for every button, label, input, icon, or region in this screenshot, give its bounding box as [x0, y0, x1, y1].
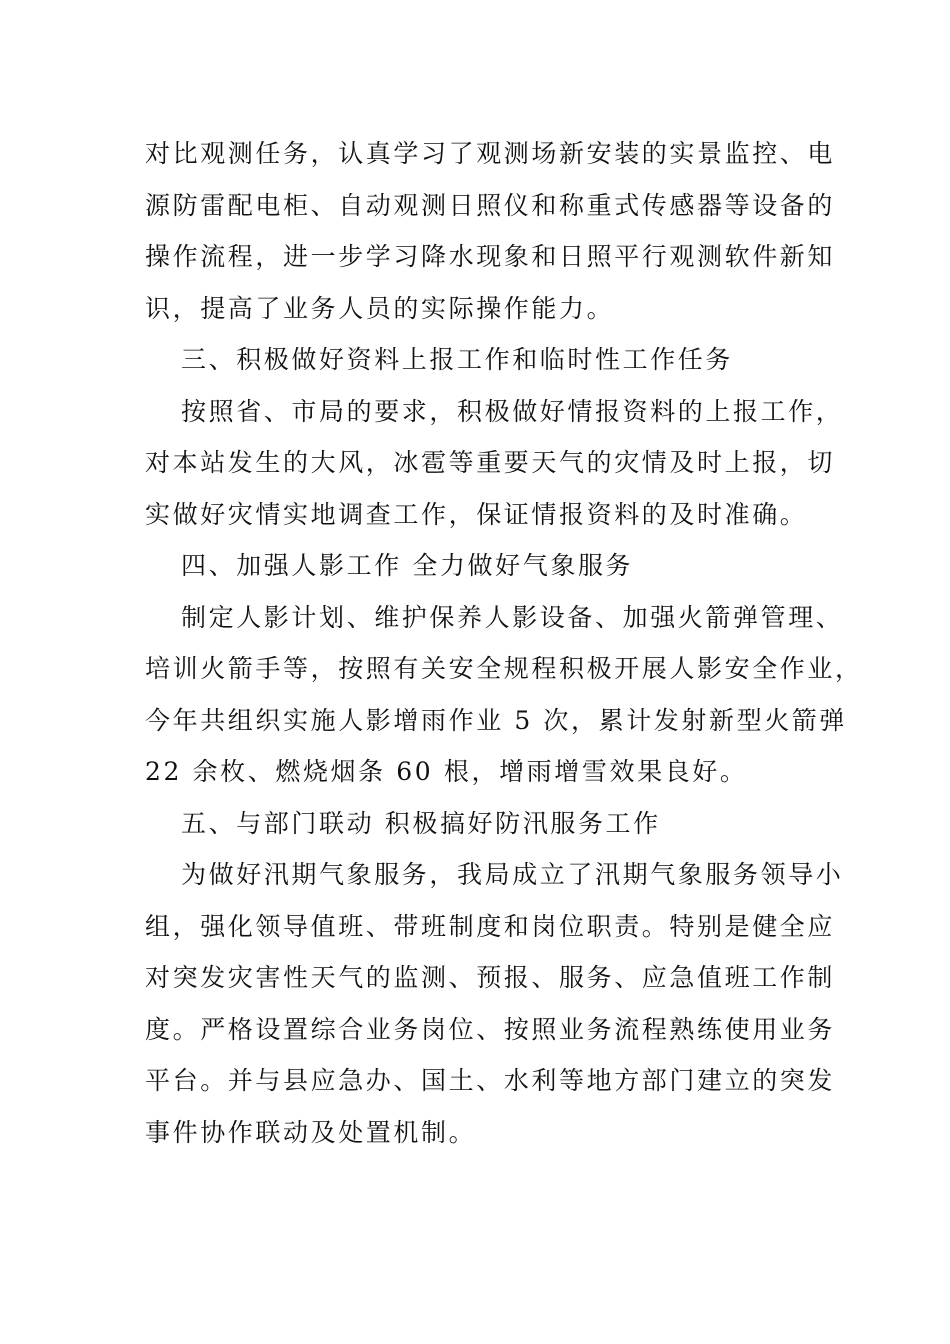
section-heading: 五、与部门联动 积极搞好防汛服务工作 [181, 808, 661, 838]
paragraph-line: 识，提高了业务人员的实际操作能力。 [145, 293, 615, 323]
paragraph-line: 按照省、市局的要求，积极做好情报资料的上报工作， [181, 396, 844, 426]
paragraph-line: 今年共组织实施人影增雨作业 5 次，累计发射新型火箭弹 [145, 705, 848, 735]
paragraph-line: 实做好灾情实地调查工作，保证情报资料的及时准确。 [145, 499, 808, 529]
section-heading: 四、加强人影工作 全力做好气象服务 [181, 551, 634, 580]
paragraph-line: 平台。并与县应急办、国土、水利等地方部门建立的突发 [145, 1066, 836, 1095]
paragraph-line: 对本站发生的大风，冰雹等重要天气的灾情及时上报，切 [145, 448, 836, 477]
paragraph-line: 22 余枚、燃烧烟条 60 根，增雨增雪效果良好。 [145, 757, 748, 786]
paragraph-line: 源防雷配电柜、自动观测日照仪和称重式传感器等设备的 [145, 190, 836, 220]
paragraph-line: 培训火箭手等，按照有关安全规程积极开展人影安全作业， [145, 654, 863, 683]
paragraph-line: 为做好汛期气象服务，我局成立了汛期气象服务领导小 [181, 860, 844, 889]
paragraph-line: 对突发灾害性天气的监测、预报、服务、应急值班工作制 [145, 963, 836, 992]
section-heading: 三、积极做好资料上报工作和临时性工作任务 [181, 345, 734, 374]
paragraph-line: 事件协作联动及处置机制。 [145, 1117, 477, 1147]
paragraph-line: 操作流程，进一步学习降水现象和日照平行观测软件新知 [145, 242, 836, 271]
paragraph-line: 制定人影计划、维护保养人影设备、加强火箭弹管理、 [181, 602, 844, 632]
paragraph-line: 度。严格设置综合业务岗位、按照业务流程熟练使用业务 [145, 1014, 836, 1044]
paragraph-line: 组，强化领导值班、带班制度和岗位职责。特别是健全应 [145, 911, 836, 941]
paragraph-line: 对比观测任务，认真学习了观测场新安装的实景监控、电 [145, 139, 836, 168]
document-body [145, 128, 863, 1158]
